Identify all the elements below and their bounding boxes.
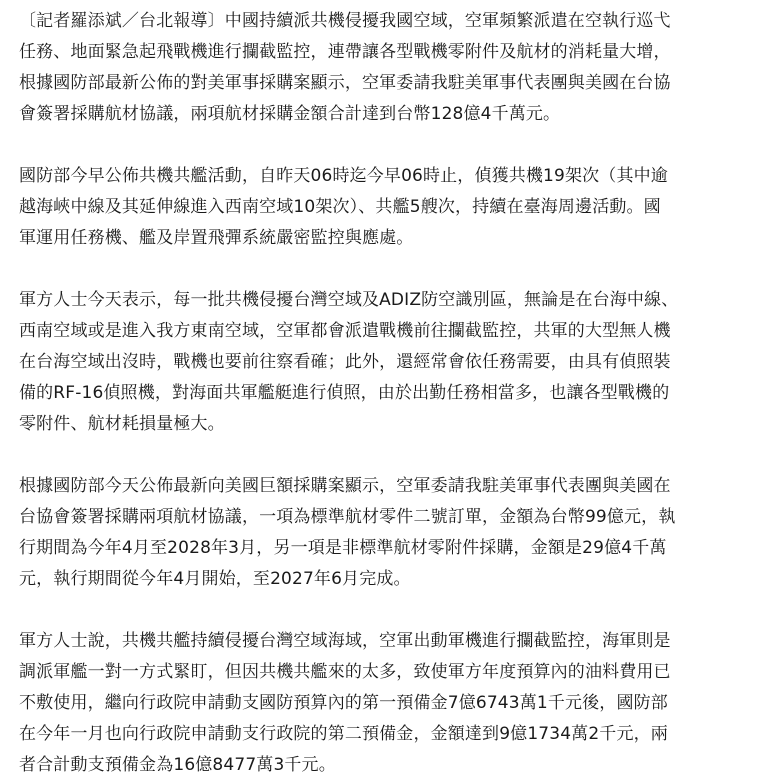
paragraph-line: 根據國防部今天公佈最新向美國巨額採購案顯示，空軍委請我駐美軍事代表團與美國在	[19, 476, 671, 496]
paragraph-line: 元，執行期間從今年4月開始，至2027年6月完成。	[19, 569, 411, 589]
paragraph-line: 越海峽中線及其延伸線進入西南空域10架次）、共艦5艘次，持續在臺海周邊活動。國	[19, 197, 661, 217]
article-paragraph	[19, 6, 764, 130]
article-paragraph	[19, 471, 764, 595]
paragraph-line: 國防部今早公佈共機共艦活動，自昨天06時迄今早06時止，偵獲共機19架次（其中逾	[19, 166, 668, 186]
paragraph-line: 在今年一月也向行政院申請動支行政院的第二預備金，金額達到9億1734萬2千元，兩	[19, 724, 668, 744]
article-paragraph	[19, 161, 764, 254]
paragraph-line: 備的RF-16偵照機，對海面共軍艦艇進行偵照，由於出勤任務相當多，也讓各型戰機的	[19, 383, 670, 403]
paragraph-line: 者合計動支預備金為16億8477萬3千元。	[19, 755, 336, 775]
paragraph-line: 西南空域或是進入我方東南空域，空軍都會派遣戰機前往攔截監控，共軍的大型無人機	[19, 321, 671, 341]
paragraph-line: 在台海空域出沒時，戰機也要前往察看確；此外，還經常會依任務需要，由具有偵照裝	[19, 352, 671, 372]
paragraph-line: 行期間為今年4月至2028年3月，另一項是非標準航材零附件採購，金額是29億4千萬	[19, 538, 667, 558]
article-paragraph	[19, 285, 764, 440]
paragraph-line: 不敷使用，繼向行政院申請動支國防預算內的第一預備金7億6743萬1千元後，國防部	[19, 693, 668, 713]
paragraph-line: 軍方人士說，共機共艦持續侵擾台灣空域海域，空軍出動軍機進行攔截監控，海軍則是	[19, 631, 671, 651]
paragraph-line: 會簽署採購航材協議，兩項航材採購金額合計達到台幣128億4千萬元。	[19, 104, 561, 124]
paragraph-line: 任務、地面緊急起飛戰機進行攔截監控，連帶讓各型戰機零附件及航材的消耗量大增，	[19, 42, 671, 62]
paragraph-line: 〔記者羅添斌／台北報導〕中國持續派共機侵擾我國空域，空軍頻繁派遣在空執行巡弋	[19, 11, 671, 31]
paragraph-line: 軍運用任務機、艦及岸置飛彈系統嚴密監控與應處。	[19, 228, 414, 248]
article-paragraph	[19, 626, 764, 781]
paragraph-line: 調派軍艦一對一方式緊盯，但因共機共艦來的太多，致使軍方年度預算內的油料費用已	[19, 662, 671, 682]
paragraph-line: 零附件、航材耗損量極大。	[19, 414, 225, 434]
paragraph-line: 台協會簽署採購兩項航材協議，一項為標準航材零件二號訂單，金額為台幣99億元，執	[19, 507, 676, 527]
paragraph-line: 根據國防部最新公佈的對美軍事採購案顯示，空軍委請我駐美軍事代表團與美國在台協	[19, 73, 671, 93]
paragraph-line: 軍方人士今天表示，每一批共機侵擾台灣空域及ADIZ防空識別區，無論是在台海中線、	[19, 290, 679, 310]
